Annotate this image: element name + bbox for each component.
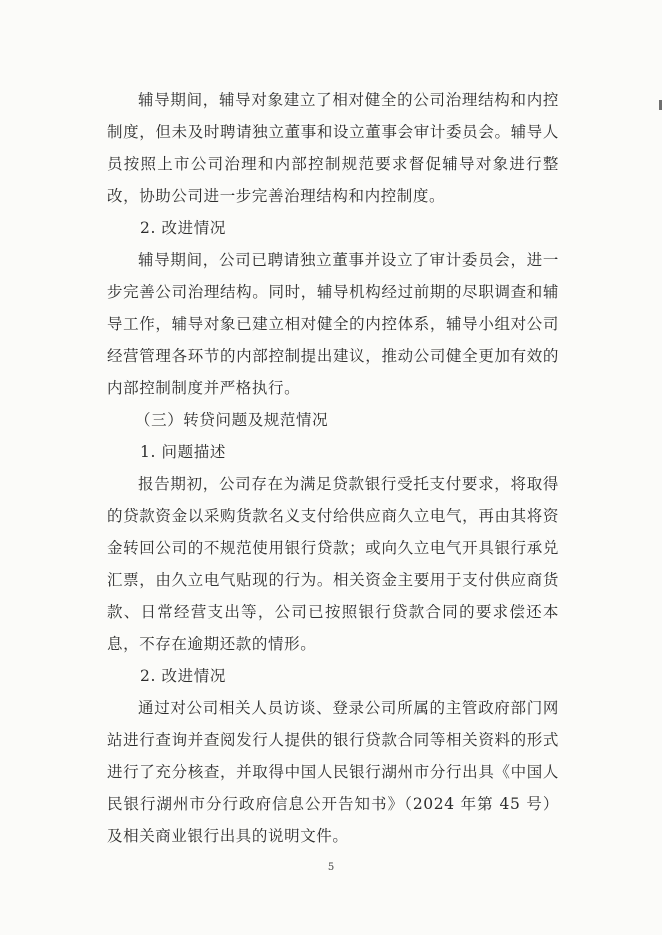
heading-problem-description: 1. 问题描述	[140, 443, 226, 461]
page-number: 5	[327, 862, 335, 873]
paragraph-internal-control-issue: 辅导期间，辅导对象建立了相对健全的公司治理结构和内控制度，但未及时聘请独立董事和设立董事会审计委员会。辅导人员按照上市公司治理和内部控制规范要求督促辅导对象进行整改，协助公司进一步完善治理结构和内控制度。	[107, 91, 559, 205]
paragraph-improvement-2: 通过对公司相关人员访谈、登录公司所属的主管政府部门网站进行查询并查阅发行人提供的银行贷款合同等相关资料的形式进行了充分核查，并取得中国人民银行湖州市分行出具《中国人民银行湖州市分行政府信息公开告知书》（2024 年第 45 号）及相关商业银行出具的说明文件。	[107, 699, 559, 845]
heading-improvement-1: 2. 改进情况	[140, 219, 226, 237]
paragraph-improvement-1: 辅导期间，公司已聘请独立董事并设立了审计委员会，进一步完善公司治理结构。同时，辅导机构经过前期的尽职调查和辅导工作，辅导对象已建立相对健全的内控体系，辅导小组对公司经营管理各环节的内部控制提出建议，推动公司健全更加有效的内部控制制度并严格执行。	[107, 251, 559, 397]
paragraph-loan-transfer-issue: 报告期初，公司存在为满足贷款银行受托支付要求，将取得的贷款资金以采购货款名义支付给供应商久立电气，再由其将资金转回公司的不规范使用银行贷款；或向久立电气开具银行承兑汇票，由久立电气贴现的行为。相关资金主要用于支付供应商货款、日常经营支出等，公司已按照银行贷款合同的要求偿还本息，不存在逾期还款的情形。	[107, 475, 559, 653]
heading-improvement-2: 2. 改进情况	[140, 667, 226, 685]
heading-section-3-loan-transfer: （三）转贷问题及规范情况	[135, 411, 329, 429]
